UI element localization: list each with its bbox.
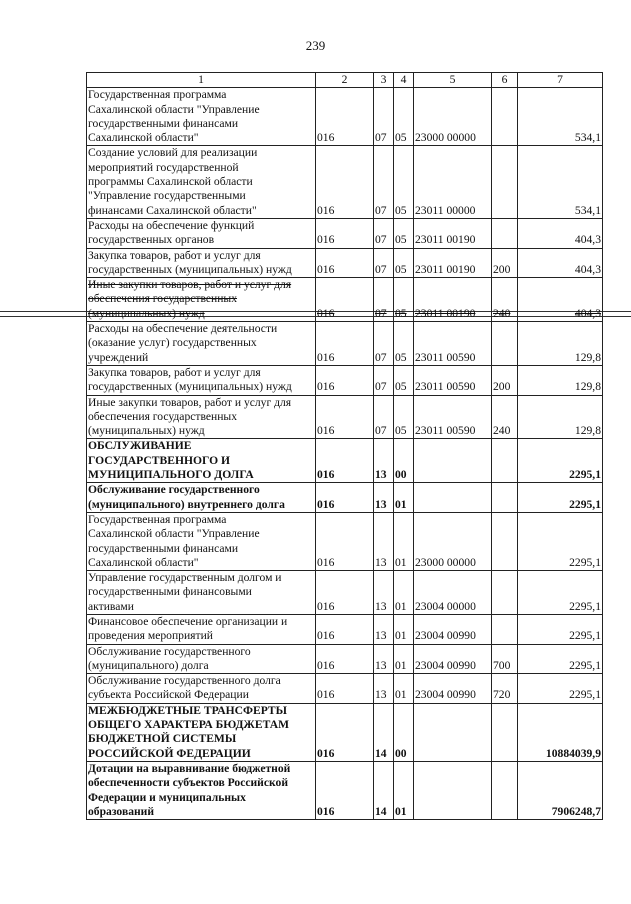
table-row: [87, 571, 603, 615]
cell-subsection: 05: [394, 146, 414, 218]
cell-name: МЕЖБЮДЖЕТНЫЕ ТРАНСФЕРТЫ ОБЩЕГО ХАРАКТЕРА БЮДЖЕТАМ БЮДЖЕТНОЙ СИСТЕМЫ РОССИЙСКОЙ ФЕДЕРАЦИИ: [87, 703, 316, 761]
cell-section: 07: [374, 365, 394, 395]
cell-ministry-code: 016: [316, 761, 374, 819]
cell-ministry-code: 016: [316, 248, 374, 278]
table-row: [87, 761, 603, 819]
cell-name: Обслуживание государственного (муниципального) долга: [87, 644, 316, 674]
cell-amount: 2295,1: [518, 571, 603, 615]
cell-target-article: 23004 00990: [414, 674, 492, 704]
cell-subsection: 01: [394, 644, 414, 674]
cell-target-article: [414, 761, 492, 819]
cell-target-article: 23011 00190: [414, 248, 492, 278]
cell-amount: 2295,1: [518, 674, 603, 704]
cell-section: 13: [374, 439, 394, 483]
cell-expense-type: 240: [492, 395, 518, 439]
cell-section: 07: [374, 218, 394, 248]
cell-ministry-code: 016: [316, 278, 374, 322]
table-row: [87, 614, 603, 644]
budget-table: [86, 72, 603, 820]
cell-section: 07: [374, 278, 394, 322]
cell-target-article: 23000 00000: [414, 512, 492, 570]
header-col-5: 5: [414, 73, 492, 88]
cell-name: Создание условий для реализации мероприятий государственной программы Сахалинской области "Управление государственными финансами Сахалинской области": [87, 146, 316, 218]
cell-subsection: 05: [394, 278, 414, 322]
table-row: [87, 248, 603, 278]
cell-subsection: 01: [394, 571, 414, 615]
cell-expense-type: 240: [492, 278, 518, 322]
cell-target-article: 23011 00590: [414, 322, 492, 366]
cell-expense-type: [492, 761, 518, 819]
cell-amount: 2295,1: [518, 644, 603, 674]
cell-name: Закупка товаров, работ и услуг для государственных (муниципальных) нужд: [87, 365, 316, 395]
table-row: [87, 674, 603, 704]
cell-target-article: [414, 439, 492, 483]
cell-name: Иные закупки товаров, работ и услуг для обеспечения государственных (муниципальных) нужд: [87, 395, 316, 439]
cell-section: 14: [374, 761, 394, 819]
cell-subsection: 05: [394, 322, 414, 366]
cell-name: Государственная программа Сахалинской области "Управление государственными финансами Сахалинской области": [87, 88, 316, 146]
cell-name: Управление государственным долгом и государственными финансовыми активами: [87, 571, 316, 615]
cell-expense-type: 200: [492, 365, 518, 395]
cell-target-article: 23011 00190: [414, 278, 492, 322]
cell-amount: 2295,1: [518, 512, 603, 570]
table-row: [87, 395, 603, 439]
cell-subsection: 01: [394, 761, 414, 819]
table-body: [87, 88, 603, 820]
cell-amount: 10884039,9: [518, 703, 603, 761]
cell-section: 13: [374, 571, 394, 615]
cell-amount: 129,8: [518, 322, 603, 366]
cell-subsection: 01: [394, 674, 414, 704]
cell-subsection: 01: [394, 483, 414, 513]
cell-amount: 129,8: [518, 395, 603, 439]
table-row: [87, 703, 603, 761]
cell-subsection: 01: [394, 614, 414, 644]
cell-section: 07: [374, 88, 394, 146]
header-col-7: 7: [518, 73, 603, 88]
cell-target-article: 23011 00590: [414, 365, 492, 395]
cell-section: 13: [374, 644, 394, 674]
header-col-2: 2: [316, 73, 374, 88]
cell-name: Закупка товаров, работ и услуг для государственных (муниципальных) нужд: [87, 248, 316, 278]
cell-subsection: 01: [394, 512, 414, 570]
cell-amount: 7906248,7: [518, 761, 603, 819]
cell-amount: 2295,1: [518, 439, 603, 483]
header-col-3: 3: [374, 73, 394, 88]
cell-section: 07: [374, 322, 394, 366]
cell-expense-type: [492, 88, 518, 146]
table-row: [87, 278, 603, 322]
cell-ministry-code: 016: [316, 644, 374, 674]
cell-subsection: 05: [394, 218, 414, 248]
cell-amount: 404,3: [518, 278, 603, 322]
cell-amount: 2295,1: [518, 483, 603, 513]
cell-expense-type: [492, 146, 518, 218]
cell-name: Обслуживание государственного (муниципального) внутреннего долга: [87, 483, 316, 513]
cell-expense-type: 700: [492, 644, 518, 674]
cell-ministry-code: 016: [316, 365, 374, 395]
cell-ministry-code: 016: [316, 674, 374, 704]
cell-name: Государственная программа Сахалинской области "Управление государственными финансами Сахалинской области": [87, 512, 316, 570]
cell-target-article: [414, 703, 492, 761]
cell-name: Иные закупки товаров, работ и услуг для обеспечения государственных (муниципальных) нужд: [87, 278, 316, 322]
cell-subsection: 05: [394, 88, 414, 146]
header-col-1: 1: [87, 73, 316, 88]
cell-target-article: 23011 00590: [414, 395, 492, 439]
cell-amount: 2295,1: [518, 614, 603, 644]
header-col-4: 4: [394, 73, 414, 88]
cell-subsection: 05: [394, 365, 414, 395]
cell-name: Обслуживание государственного долга субъекта Российской Федерации: [87, 674, 316, 704]
cell-name: ОБСЛУЖИВАНИЕ ГОСУДАРСТВЕННОГО И МУНИЦИПАЛЬНОГО ДОЛГА: [87, 439, 316, 483]
cell-ministry-code: 016: [316, 218, 374, 248]
cell-expense-type: 200: [492, 248, 518, 278]
cell-target-article: 23011 00190: [414, 218, 492, 248]
cell-ministry-code: 016: [316, 395, 374, 439]
header-col-6: 6: [492, 73, 518, 88]
cell-ministry-code: 016: [316, 439, 374, 483]
cell-section: 07: [374, 146, 394, 218]
cell-amount: 404,3: [518, 218, 603, 248]
cell-ministry-code: 016: [316, 703, 374, 761]
cell-section: 13: [374, 512, 394, 570]
cell-expense-type: [492, 571, 518, 615]
cell-expense-type: [492, 512, 518, 570]
table-row: [87, 644, 603, 674]
cell-target-article: 23000 00000: [414, 88, 492, 146]
table-row: [87, 439, 603, 483]
cell-subsection: 00: [394, 439, 414, 483]
table-row: [87, 218, 603, 248]
cell-target-article: 23004 00000: [414, 571, 492, 615]
table-row: [87, 88, 603, 146]
cell-amount: 534,1: [518, 146, 603, 218]
cell-subsection: 05: [394, 395, 414, 439]
cell-amount: 534,1: [518, 88, 603, 146]
cell-name: Расходы на обеспечение функций государственных органов: [87, 218, 316, 248]
cell-amount: 404,3: [518, 248, 603, 278]
cell-expense-type: [492, 703, 518, 761]
cell-section: 07: [374, 395, 394, 439]
cell-name: Дотации на выравнивание бюджетной обеспеченности субъектов Российской Федерации и муниципальных образований: [87, 761, 316, 819]
table-row: [87, 483, 603, 513]
cell-target-article: 23011 00000: [414, 146, 492, 218]
cell-expense-type: 720: [492, 674, 518, 704]
cell-expense-type: [492, 614, 518, 644]
cell-target-article: 23004 00990: [414, 614, 492, 644]
cell-ministry-code: 016: [316, 571, 374, 615]
cell-name: Расходы на обеспечение деятельности (оказание услуг) государственных учреждений: [87, 322, 316, 366]
cell-section: 07: [374, 248, 394, 278]
cell-ministry-code: 016: [316, 322, 374, 366]
cell-target-article: 23004 00990: [414, 644, 492, 674]
page-number: 239: [305, 38, 326, 53]
cell-amount: 129,8: [518, 365, 603, 395]
cell-ministry-code: 016: [316, 614, 374, 644]
cell-ministry-code: 016: [316, 512, 374, 570]
cell-ministry-code: 016: [316, 483, 374, 513]
cell-section: 13: [374, 483, 394, 513]
table-row: [87, 512, 603, 570]
header-row: [87, 73, 603, 88]
cell-expense-type: [492, 218, 518, 248]
cell-expense-type: [492, 439, 518, 483]
cell-expense-type: [492, 483, 518, 513]
table-row: [87, 322, 603, 366]
cell-ministry-code: 016: [316, 88, 374, 146]
cell-section: 14: [374, 703, 394, 761]
cell-subsection: 05: [394, 248, 414, 278]
cell-section: 13: [374, 614, 394, 644]
cell-section: 13: [374, 674, 394, 704]
cell-name: Финансовое обеспечение организации и проведения мероприятий: [87, 614, 316, 644]
cell-ministry-code: 016: [316, 146, 374, 218]
table-row: [87, 146, 603, 218]
cell-subsection: 00: [394, 703, 414, 761]
cell-target-article: [414, 483, 492, 513]
table-row: [87, 365, 603, 395]
cell-expense-type: [492, 322, 518, 366]
